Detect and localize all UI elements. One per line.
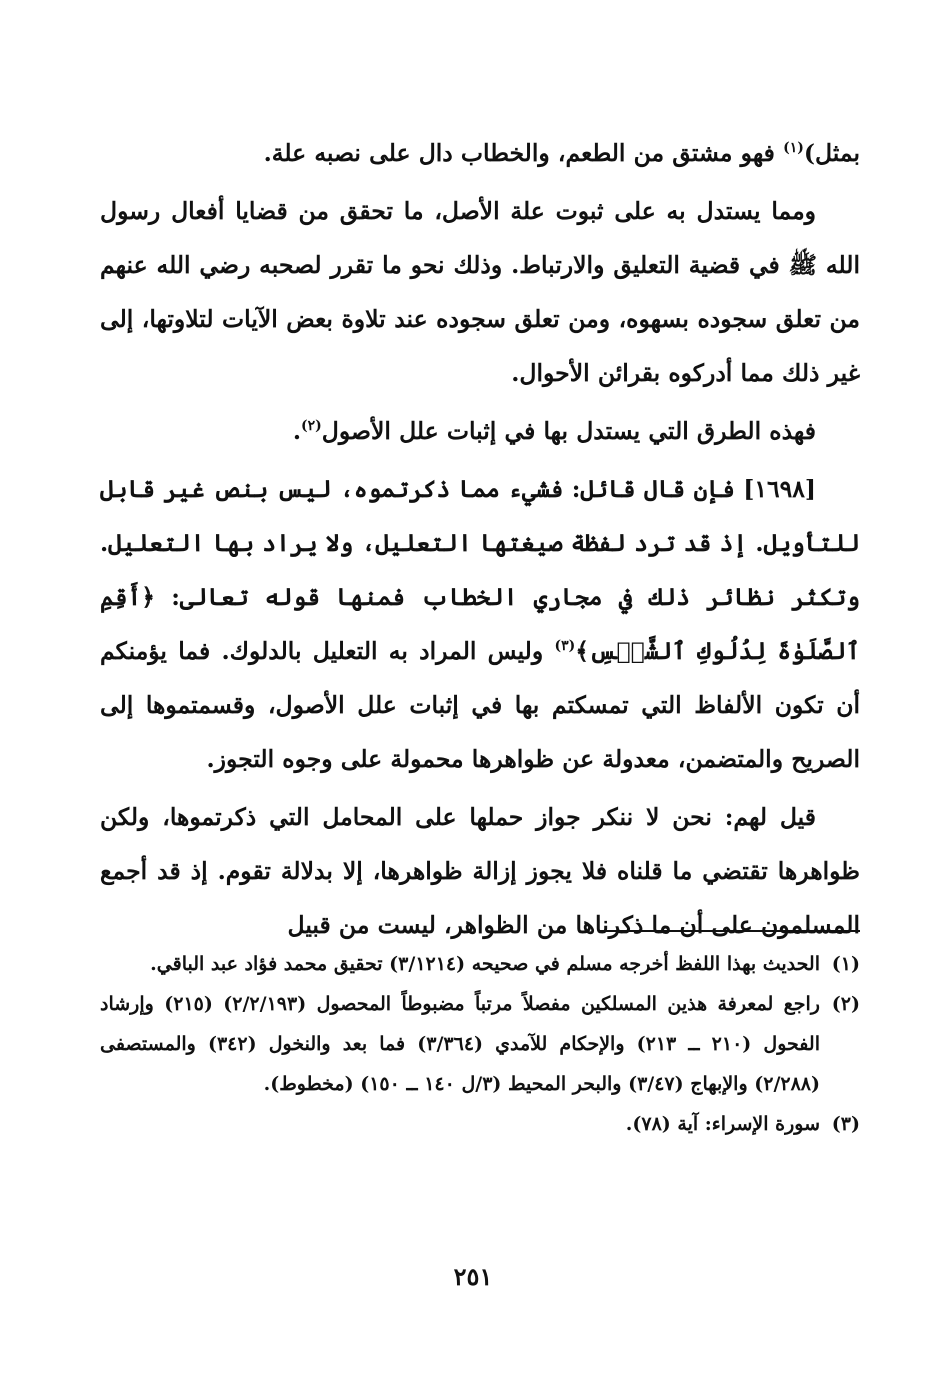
- paragraph-3: فهذه الطرق التي يستدل بها في إثبات علل الأصول$^{(٢)}$.: [292, 417, 816, 445]
- page-number: ٢٥١: [453, 1262, 493, 1291]
- footnote-3: [100, 1104, 860, 1144]
- footnote-number: (٢): [831, 993, 860, 1015]
- footnotes: [100, 944, 860, 1144]
- footnote-divider: [598, 930, 860, 932]
- paragraph-4: [١٦٩٨] فإن قال قائل: فشيء مما ذكرتموه، ليس بنص غير قابل للتأويل. إذ قد ترد لفظة صيغتها التعليل، ولا يراد بها التعليل. وتكثر نظائر ذلك في مجاري الخطاب فمنها قوله تعالى: ﴿أَقِمِ ٱلصَّلَوٰةَ لِدُلُوكِ ٱلشَّمۡسِ﴾$^{(٣)}$ وليس المراد به التعليل بالدلوك. فما يؤمنكم أن تكون الألفاظ التي تمسكتم بها في إثبات علل الأصول، وقسمتموها إلى الصريح والمتضمن، معدولة عن ظواهرها محمولة على وجوه التجوز.: [100, 475, 860, 773]
- footnote-ref-3[interactable]: (٣): [554, 638, 576, 655]
- footnote-number: (٣): [831, 1113, 860, 1135]
- footnote-1: [100, 944, 860, 984]
- main-text: [100, 126, 860, 952]
- footnote-text: الحديث بهذا اللفظ أخرجه مسلم في صحيحه (٣/١٢١٤) تحقيق محمد فؤاد عبد الباقي.: [150, 953, 820, 975]
- footnote-ref-2[interactable]: (٢): [301, 418, 322, 435]
- paragraph-2: ومما يستدل به على ثبوت علة الأصل، ما تحقق من قضايا أفعال رسول الله ﷺ في قضية التعليق والارتباط. وذلك نحو ما تقرر لصحبه رضي الله عنهم من تعلق سجوده بسهوه، ومن تعلق سجوده عند تلاوة بعض الآيات لتلاوتها، إلى غير ذلك مما أدركوه بقرائن الأحوال.: [100, 197, 860, 387]
- footnote-text: سورة الإسراء: آية (٧٨).: [625, 1113, 820, 1135]
- paragraph-1: بمثل)$^{(١)}$ فهو مشتق من الطعم، والخطاب دال على نصبه علة.: [263, 139, 860, 167]
- paragraph-5: قيل لهم: نحن لا ننكر جواز حملها على المحامل التي ذكرتموها، ولكن ظواهرها تقتضي ما قلناه فلا يجوز إزالة ظواهرها، إلا بدلالة تقوم. إذ قد أجمع المسلمون على أن ما ذكرناها من الظواهر، ليست من قبيل: [100, 803, 860, 939]
- footnote-2: [100, 984, 860, 1104]
- footnote-text: راجع لمعرفة هذين المسلكين مفصلاً مرتباً مضبوطاً المحصول (٢/٢/١٩٣) (٢١٥) وإرشاد الفحول (٢١٠ ــ ٢١٣) والإحكام للآمدي (٣/٣٦٤) فما بعد والنخول (٣٤٢) والمستصفى (٢/٢٨٨) والإبهاج (٣/٤٧) والبحر المحيط (٣/ل ١٤٠ ــ ١٥٠) (مخطوط).: [100, 993, 820, 1095]
- footnote-ref-1[interactable]: (١): [783, 140, 804, 157]
- footnote-number: (١): [831, 953, 860, 975]
